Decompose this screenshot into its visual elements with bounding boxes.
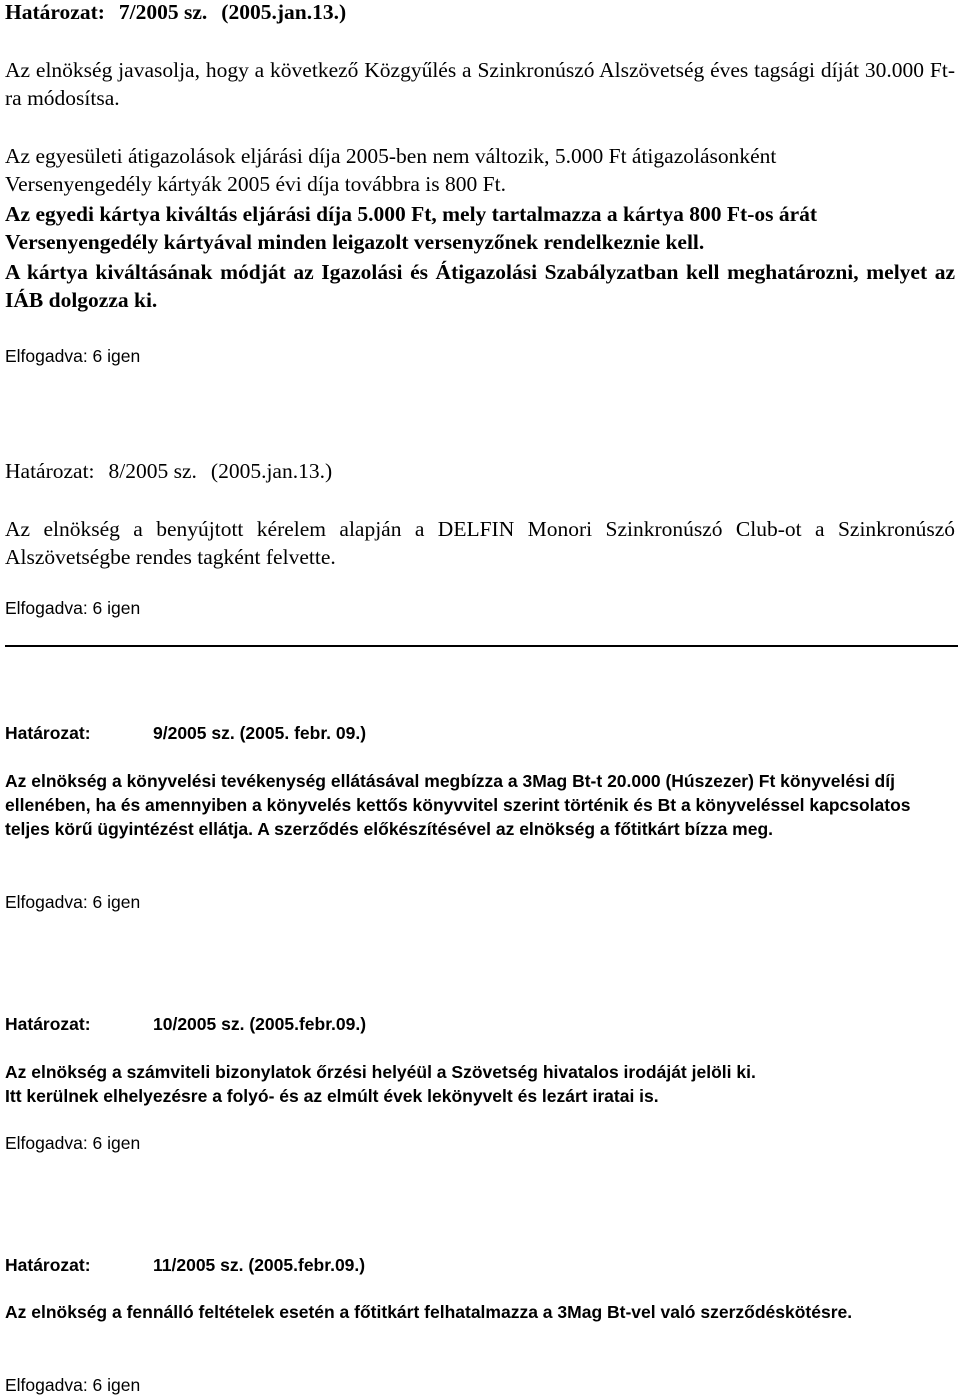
resolution-9-heading [5,721,955,745]
section-divider [5,645,958,647]
resolution-label: Határozat: [5,459,95,483]
resolution-number: 11/2005 sz. (2005.febr.09.) [153,1255,366,1275]
resolution-number: 7/2005 sz. [118,0,208,24]
resolution-10-paragraph-1: Az elnökség a számviteli bizonylatok őrzési helyéül a Szövetség hivatalos irodáját jelöli ki. [5,1062,756,1082]
resolution-8-accepted: Elfogadva: 6 igen [5,598,141,618]
resolution-7-paragraph-3: Versenyengedély kártyák 2005 évi díja továbbra is 800 Ft. [5,172,506,196]
resolution-10-paragraph-2: Itt kerülnek elhelyezésre a folyó- és az elmúlt évek lekönyvelt és lezárt iratai is. [5,1086,659,1106]
resolution-7-accepted: Elfogadva: 6 igen [5,346,141,366]
resolution-11-paragraph-1: Az elnökség a fennálló feltételek esetén a főtitkárt felhatalmazza a 3Mag Bt-vel való szerződéskötésre. [5,1302,853,1322]
resolution-label: Határozat: [5,723,91,743]
resolution-7-paragraph-2: Az egyesületi átigazolások eljárási díja 2005-ben nem változik, 5.000 Ft átigazolásonként [5,144,777,168]
resolution-10-heading [5,1012,955,1036]
resolution-9-accepted: Elfogadva: 6 igen [5,892,141,912]
resolution-7-paragraph-4: Az egyedi kártya kiváltás eljárási díja 5.000 Ft, mely tartalmazza a kártya 800 Ft-os árát [5,202,818,226]
resolution-11-accepted: Elfogadva: 6 igen [5,1375,141,1395]
resolution-7-paragraph-1: Az elnökség javasolja, hogy a következő Közgyűlés a Szinkronúszó Alszövetség éves tagsági díját 30.000 Ft-ra módosítsa. [5,58,955,110]
resolution-7-heading [5,0,346,26]
resolution-8-heading [5,457,332,485]
resolution-date: (2005.jan.13.) [221,0,347,24]
resolution-label: Határozat: [5,1014,91,1034]
resolution-7-paragraph-5: Versenyengedély kártyával minden leigazolt versenyzőnek rendelkeznie kell. [5,230,705,254]
resolution-number: 8/2005 sz. [108,459,197,483]
resolution-number: 9/2005 sz. (2005. febr. 09.) [153,723,367,743]
resolution-number: 10/2005 sz. (2005.febr.09.) [153,1014,367,1034]
resolution-7-paragraph-6: A kártya kiváltásának módját az Igazolási és Átigazolási Szabályzatban kell meghatározni, melyet az IÁB dolgozza ki. [5,260,955,312]
resolution-date: (2005.jan.13.) [210,459,333,483]
resolution-8-paragraph-1: Az elnökség a benyújtott kérelem alapján a DELFIN Monori Szinkronúszó Club-ot a Szinkronúszó Alszövetségbe rendes tagként felvette. [5,517,955,569]
resolution-label: Határozat: [5,0,105,24]
resolution-9-paragraph-1: Az elnökség a könyvelési tevékenység ellátásával megbízza a 3Mag Bt-t 20.000 (Húszezer) Ft könyvelési díj ellenében, ha és amennyiben a könyvelés kettős könyvvitel szerint történik és Bt a könyveléssel kapcsolatos teljes körű ügyintézést ellátja. A szerződés előkészítésével az elnökség a főtitkárt bízza meg. [5,771,911,839]
resolution-label: Határozat: [5,1255,91,1275]
resolution-11-heading [5,1253,955,1277]
resolution-10-accepted: Elfogadva: 6 igen [5,1133,141,1153]
